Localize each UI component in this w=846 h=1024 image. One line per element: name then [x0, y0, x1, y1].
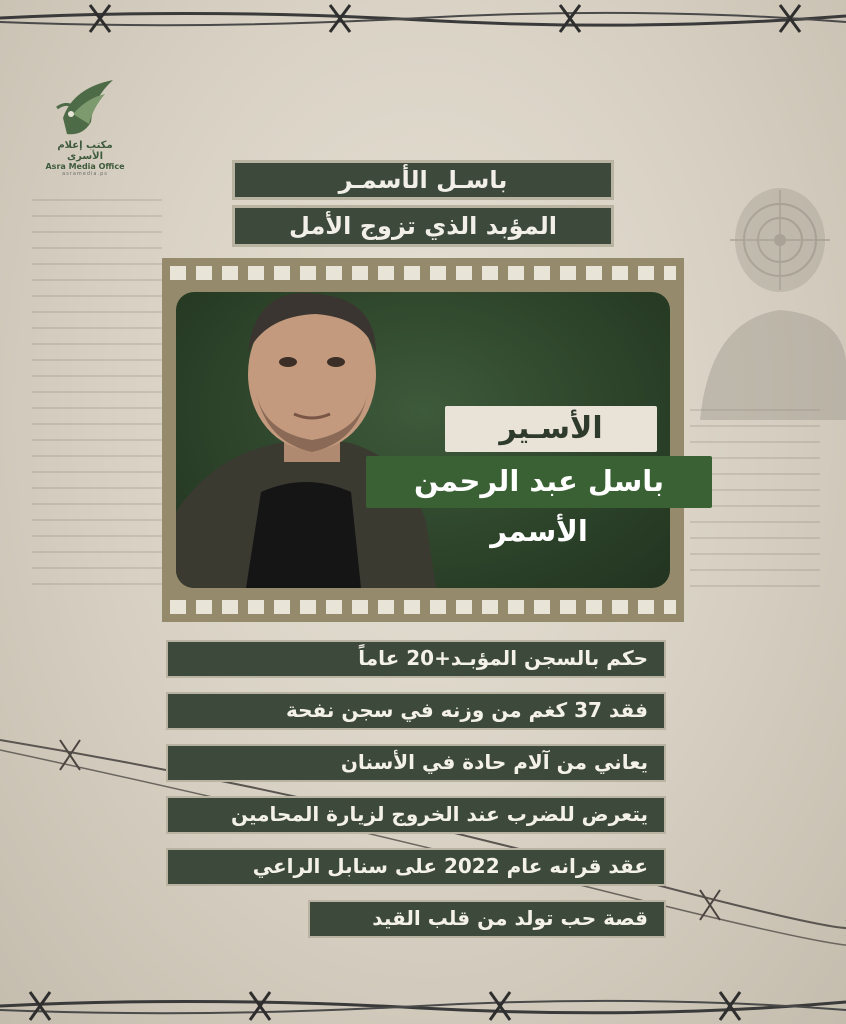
barbed-wire-bottom [0, 984, 846, 1024]
prisoner-label: الأسـير [445, 406, 657, 452]
fact-weight-loss: فقد 37 كغم من وزنه في سجن نفحة [166, 692, 666, 730]
film-holes-bottom [170, 600, 676, 614]
title-name: باسـل الأسمـر [232, 160, 614, 200]
faded-portrait-with-target [690, 170, 846, 420]
fact-sentence: حكم بالسجن المؤبـد+20 عاماً [166, 640, 666, 678]
logo-tagline: asramedia.ps [62, 171, 108, 177]
logo-name-arabic: مكتب إعلام الأسرى [57, 140, 113, 162]
fact-marriage: عقد قرانه عام 2022 على سنابل الراعي [166, 848, 666, 886]
prisoner-full-name: باسل عبد الرحمن الأسمر [366, 456, 712, 508]
film-holes-top [170, 266, 676, 280]
fact-beating: يتعرض للضرب عند الخروج لزيارة المحامين [166, 796, 666, 834]
fact-love-story: قصة حب تولد من قلب القيد [308, 900, 666, 938]
title-subtitle: المؤبد الذي تزوج الأمل [232, 205, 614, 247]
fact-tooth-pain: يعاني من آلام حادة في الأسنان [166, 744, 666, 782]
bird-logo-icon [53, 78, 117, 140]
newspaper-texture-left [32, 190, 162, 590]
logo-name-english: Asra Media Office [45, 162, 125, 171]
barbed-wire-top [0, 0, 846, 40]
asra-media-logo [40, 78, 130, 176]
